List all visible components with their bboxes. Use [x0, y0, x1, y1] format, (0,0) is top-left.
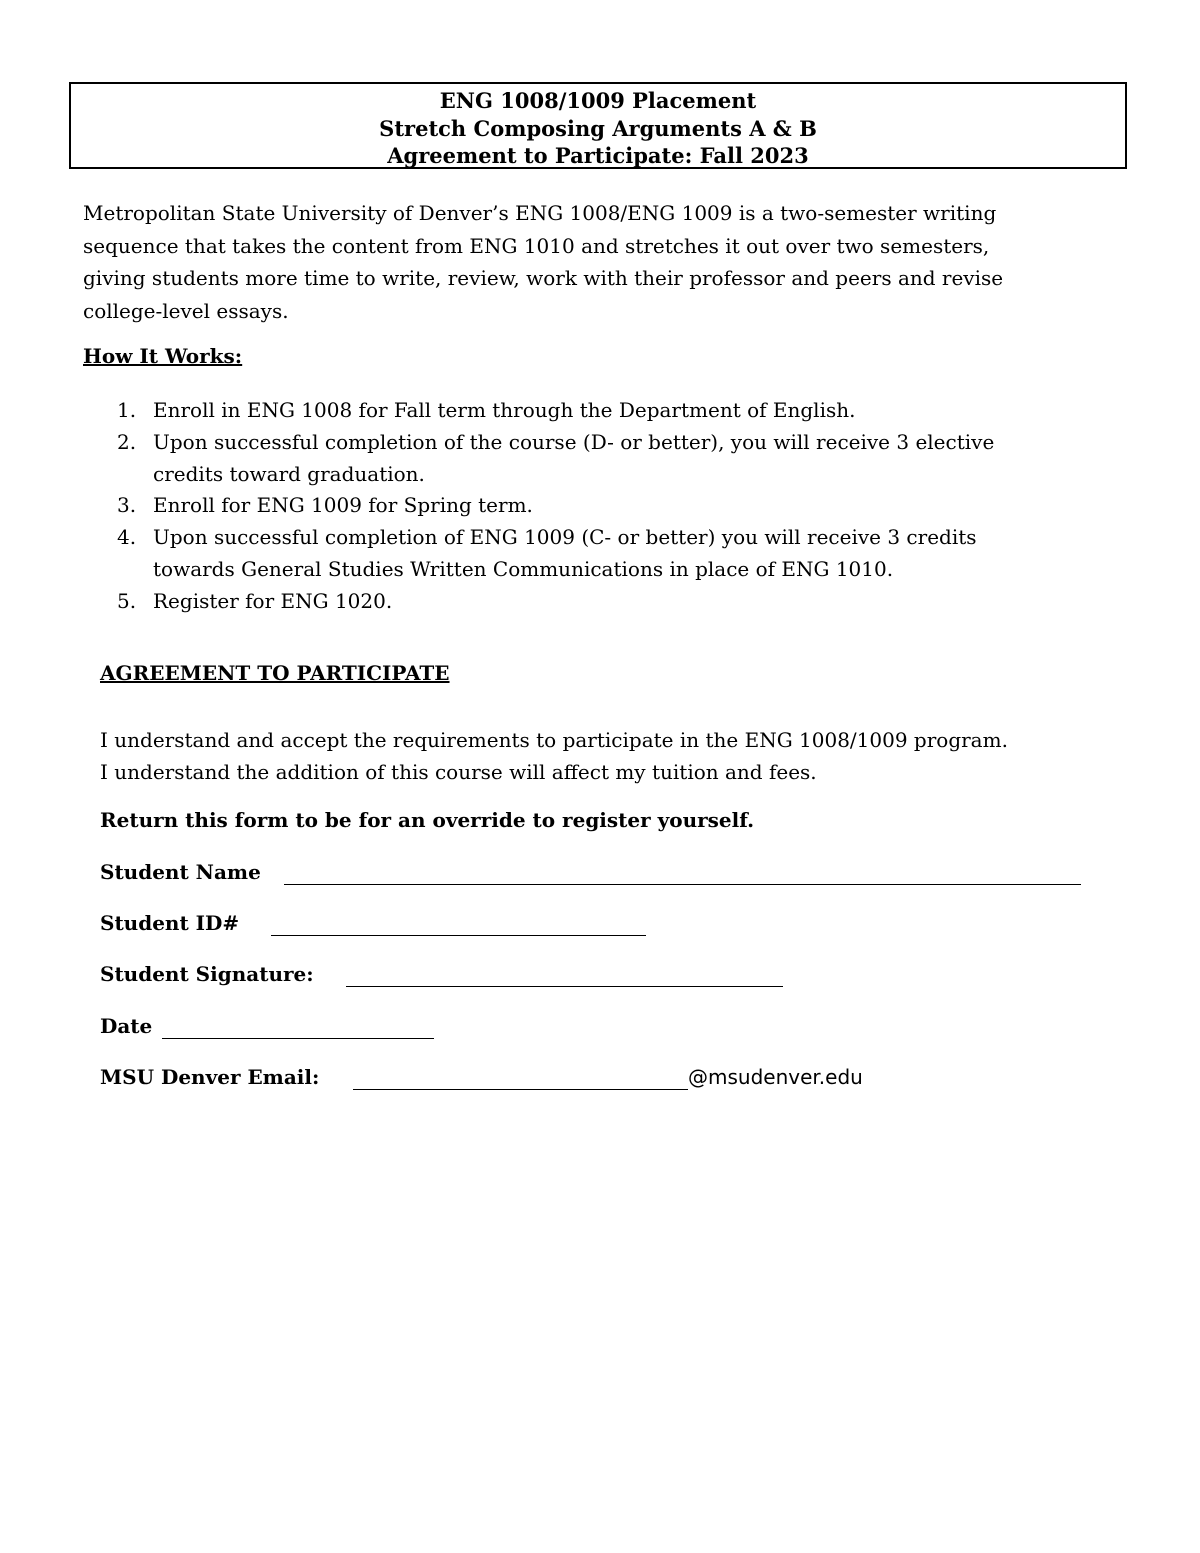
step-item [83, 395, 1123, 427]
step-number: 4. [117, 525, 137, 550]
title-line-2: Stretch Composing Arguments A & B [379, 115, 817, 141]
student-signature-label: Student Signature: [100, 962, 314, 986]
date-label: Date [100, 1014, 153, 1038]
student-name-blank[interactable] [284, 884, 1081, 885]
intro-line-2: sequence that takes the content from ENG 1010 and stretches it out over two semesters, [83, 233, 990, 258]
document-title-box [69, 82, 1127, 169]
step-item [83, 490, 1123, 522]
student-signature-field [100, 962, 314, 990]
step-text: Register for ENG 1020. [153, 588, 393, 613]
step-text-continued: credits toward graduation. [153, 461, 425, 486]
intro-paragraph [83, 197, 1143, 327]
email-field [100, 1065, 863, 1093]
intro-line-1: Metropolitan State University of Denver’s ENG 1008/ENG 1009 is a two-semester writing [83, 201, 997, 225]
step-item [83, 586, 1123, 618]
return-instructions: Return this form to be for an override to register yourself. [100, 808, 755, 832]
step-number: 2. [117, 429, 137, 454]
intro-line-4: college-level essays. [83, 298, 289, 323]
steps-list [83, 395, 1123, 618]
step-text: Upon successful completion of the course (D- or better), you will receive 3 elective [153, 429, 995, 454]
date-field [100, 1014, 152, 1042]
student-id-blank[interactable] [271, 935, 646, 936]
email-blank[interactable] [353, 1089, 688, 1090]
title-line-3: Agreement to Participate: Fall 2023 [387, 143, 809, 168]
student-id-field [100, 911, 239, 939]
step-number: 5. [117, 588, 137, 613]
title-line-1: ENG 1008/1009 Placement [439, 88, 757, 113]
step-number: 3. [117, 493, 137, 518]
step-text-continued: towards General Studies Written Communications in place of ENG 1010. [153, 556, 894, 581]
email-label: MSU Denver Email: [100, 1065, 320, 1089]
intro-line-3: giving students more time to write, review, work with their professor and peers and revise [83, 266, 1004, 290]
step-item [83, 522, 1123, 586]
student-signature-blank[interactable] [346, 986, 783, 987]
step-item [83, 427, 1123, 491]
agreement-line-1: I understand and accept the requirements to participate in the ENG 1008/1009 program. [100, 728, 1008, 752]
step-text: Enroll for ENG 1009 for Spring term. [153, 493, 533, 518]
step-number: 1. [117, 398, 137, 422]
agreement-heading: AGREEMENT TO PARTICIPATE [100, 661, 450, 685]
student-name-field [100, 860, 261, 888]
date-blank[interactable] [162, 1038, 434, 1039]
student-name-label: Student Name [100, 860, 261, 884]
email-domain-suffix: @msudenver.edu [688, 1065, 863, 1089]
step-text: Enroll in ENG 1008 for Fall term through the Department of English. [153, 398, 856, 422]
agreement-text [100, 724, 1160, 788]
how-it-works-heading: How It Works: [83, 344, 243, 368]
student-id-label: Student ID# [100, 911, 240, 935]
step-text: Upon successful completion of ENG 1009 (C- or better) you will receive 3 credits [153, 525, 977, 550]
agreement-line-2: I understand the addition of this course will affect my tuition and fees. [100, 760, 817, 784]
